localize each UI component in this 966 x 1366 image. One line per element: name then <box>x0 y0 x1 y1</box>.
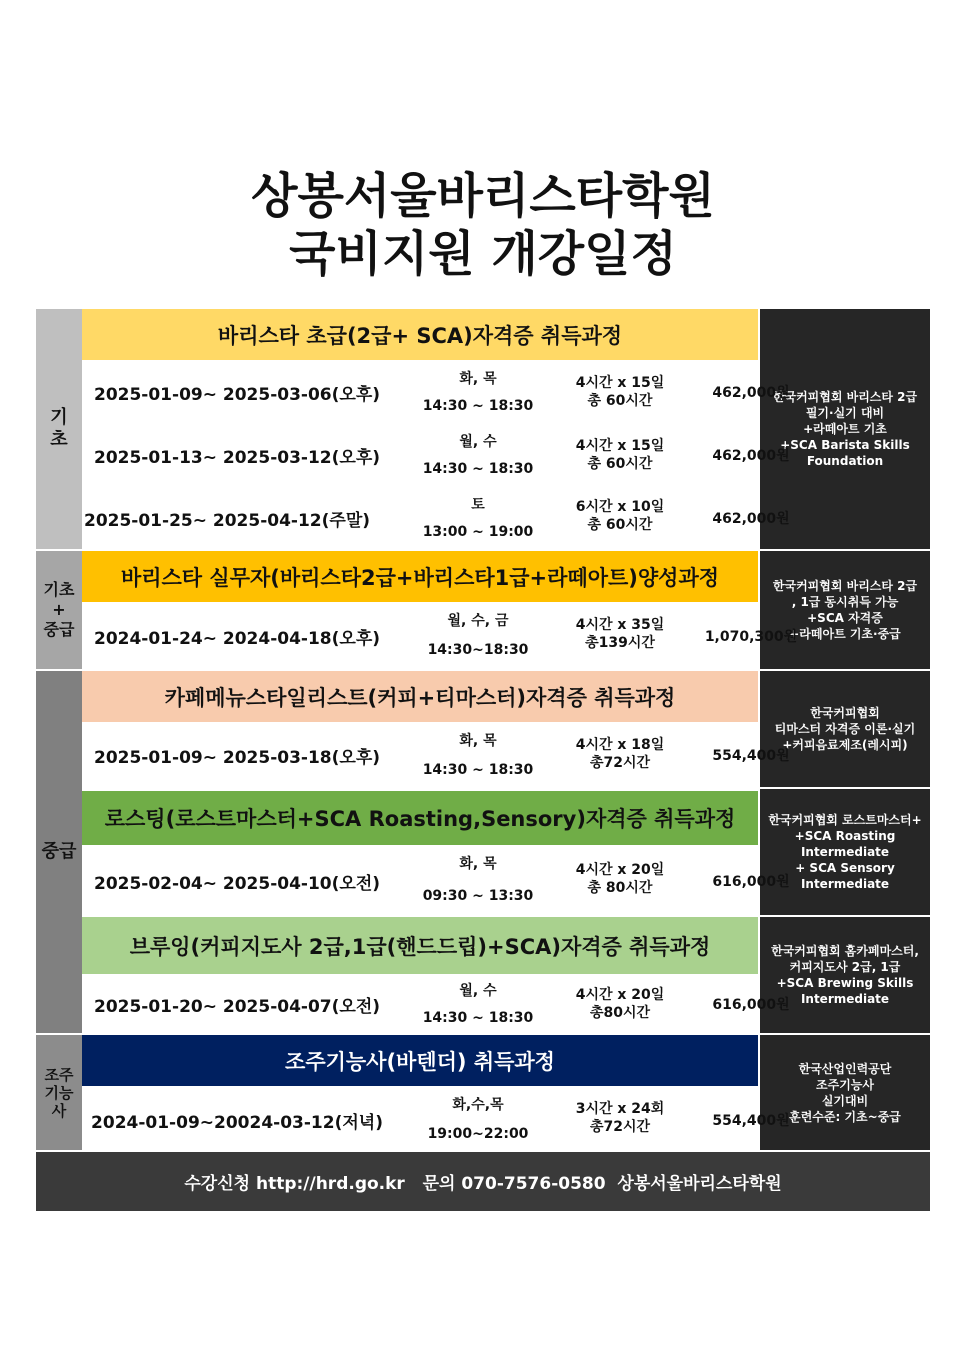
schedule-date: 2025-02-04~ 2025-04-10(오전) <box>93 874 381 894</box>
course-info-roasting: 한국커피협회 로스트마스터+ +SCA Roasting Intermediate + SCA Sensory Intermediate <box>760 789 930 915</box>
schedule-time: 19:00~22:00 <box>427 1126 529 1142</box>
schedule-fee: 616,000원 <box>712 874 790 890</box>
schedule-date: 2025-01-09~ 2025-03-18(오후) <box>93 748 381 768</box>
course-title-barista-beginner: 바리스타 초급(2급+ SCA)자격증 취득과정 <box>82 309 758 360</box>
schedule-fee: 1,070,300원 <box>704 629 798 645</box>
course-info-barista-practitioner: 한국커피협회 바리스타 2급 , 1급 동시취득 가능 +SCA 자격증 +라떼아트 기초·중급 <box>760 551 930 669</box>
footer-contact-bar: 수강신청 http://hrd.go.kr 문의 070-7576-0580 상봉서울바리스타학원 <box>36 1152 930 1211</box>
schedule-fee: 462,000원 <box>712 385 790 401</box>
course-title-cafe-menu-stylist: 카페메뉴스타일리스트(커피+티마스터)자격증 취득과정 <box>82 671 758 722</box>
schedule-days: 화,수,목 <box>452 1097 504 1113</box>
schedule-time: 14:30 ~ 18:30 <box>422 762 534 778</box>
schedule-date: 2024-01-09~20024-03-12(저녁) <box>91 1113 383 1133</box>
schedule-hours: 4시간 x 20일 총80시간 <box>575 987 665 1021</box>
schedule-date: 2024-01-24~ 2024-04-18(오후) <box>93 629 381 649</box>
schedule-row <box>82 602 798 669</box>
schedule-date: 2025-01-25~ 2025-04-12(주말) <box>83 511 371 531</box>
schedule-hours: 3시간 x 24회 총72시간 <box>575 1101 665 1135</box>
category-basic-intermediate: 기초 + 중급 <box>36 551 82 669</box>
course-info-cafe-menu-stylist: 한국커피협회 티마스터 자격증 이론·실기 +커피음료제조(레시피) <box>760 671 930 787</box>
schedule-date: 2025-01-09~ 2025-03-06(오후) <box>93 385 381 405</box>
schedule-time: 14:30 ~ 18:30 <box>422 461 534 477</box>
schedule-time: 14:30~18:30 <box>427 642 529 658</box>
schedule-hours: 4시간 x 15일 총 60시간 <box>575 438 665 472</box>
schedule-days: 화, 목 <box>459 733 497 749</box>
schedule-time: 09:30 ~ 13:30 <box>422 888 534 904</box>
schedule-time: 14:30 ~ 18:30 <box>422 398 534 414</box>
schedule-days: 월, 수, 금 <box>447 613 509 629</box>
schedule-fee: 462,000원 <box>712 448 790 464</box>
course-info-barista-beginner: 한국커피협회 바리스타 2급 필기·실기 대비 +라떼아트 기초 +SCA Barista Skills Foundation <box>760 309 930 549</box>
course-info-bartender: 한국산업인력공단 조주기능사 실기대비 훈련수준: 기초~중급 <box>760 1035 930 1150</box>
schedule-fee: 554,400원 <box>712 1113 790 1129</box>
category-intermediate: 중급 <box>36 671 82 1033</box>
category-bartender: 조주 기능 사 <box>36 1035 82 1150</box>
course-title-bartender: 조주기능사(바텐더) 취득과정 <box>82 1035 758 1086</box>
schedule-time: 14:30 ~ 18:30 <box>422 1010 534 1026</box>
schedule-time: 13:00 ~ 19:00 <box>422 524 534 540</box>
schedule-row <box>82 1086 790 1150</box>
schedule-fee: 616,000원 <box>712 997 790 1013</box>
schedule-fee: 462,000원 <box>712 511 790 527</box>
schedule-days: 월, 수 <box>459 983 497 999</box>
schedule-hours: 4시간 x 15일 총 60시간 <box>575 375 665 409</box>
schedule-days: 월, 수 <box>459 434 497 450</box>
schedule-days: 화, 목 <box>459 856 497 872</box>
schedule-row <box>82 722 790 787</box>
course-title-roasting: 로스팅(로스트마스터+SCA Roasting,Sensory)자격증 취득과정 <box>82 791 758 845</box>
schedule-row <box>82 486 790 549</box>
course-title-brewing: 브루잉(커피지도사 2급,1급(핸드드립)+SCA)자격증 취득과정 <box>82 917 758 974</box>
schedule-row <box>82 974 790 1033</box>
schedule-hours: 4시간 x 35일 총139시간 <box>575 617 665 651</box>
schedule-row <box>82 423 790 486</box>
schedule-date: 2025-01-20~ 2025-04-07(오전) <box>93 997 381 1017</box>
page-title-line2: 국비지원 개강일정 <box>289 226 677 282</box>
schedule-hours: 4시간 x 18일 총72시간 <box>575 737 665 771</box>
schedule-row <box>82 845 790 915</box>
course-info-brewing: 한국커피협회 홈카페마스터, 커피지도사 2급, 1급 +SCA Brewing Skills Intermediate <box>760 917 930 1033</box>
category-basic: 기 초 <box>36 309 82 549</box>
page-title-line1: 상봉서울바리스타학원 <box>251 168 715 224</box>
schedule-row <box>82 360 790 423</box>
schedule-days: 화, 목 <box>459 371 497 387</box>
schedule-fee: 554,400원 <box>712 748 790 764</box>
schedule-hours: 6시간 x 10일 총 60시간 <box>575 499 665 533</box>
schedule-hours: 4시간 x 20일 총 80시간 <box>575 862 665 896</box>
schedule-days: 토 <box>471 497 485 513</box>
schedule-date: 2025-01-13~ 2025-03-12(오후) <box>93 448 381 468</box>
course-title-barista-practitioner: 바리스타 실무자(바리스타2급+바리스타1급+라떼아트)양성과정 <box>82 551 758 602</box>
